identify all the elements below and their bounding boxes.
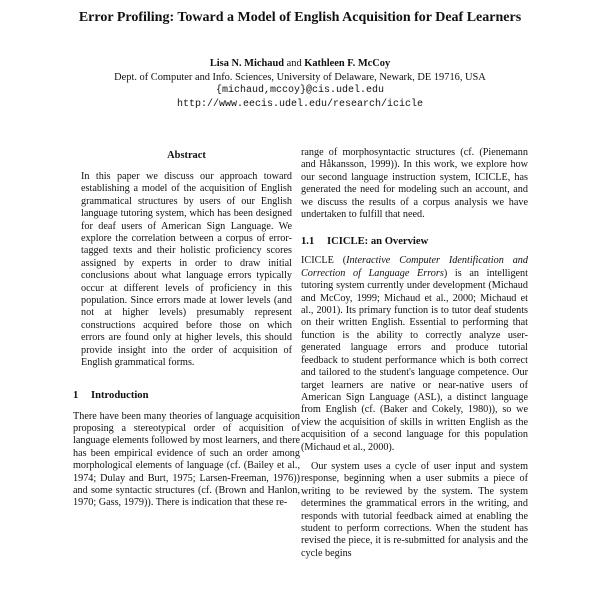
continuation-paragraph: range of morphosyntactic structures (cf. (Pienemann and Håkansson, 1999)). In this work, we explore how our second language instruction system, ICICLE, has generated the need for modeling such an account, and we discuss the results of a corpus analysis we have undertaken to fulfill that need. [301,147,528,221]
author-block [40,57,560,111]
intro-number: 1 [73,389,79,401]
icicle-name: ICICLE ( [301,255,347,267]
affiliation: Dept. of Computer and Info. Sciences, University of Delaware, Newark, DE 19716, USA [114,71,486,83]
author-2: Kathleen F. McCoy [304,58,391,69]
icicle-paragraph [301,255,528,454]
intro-heading [73,389,300,402]
email: {michaud,mccoy}@cis.udel.edu [215,85,385,96]
icicle-description: ) is an intelligent tutoring system currently under development (Michaud and McCoy, 1999; Michaud et al., 2000; Michaud et al., 2001). Its primary function is to tutor deaf students on their written English. Essential to performing that function is the ability to correctly analyze user-generated language errors and produce tutorial feedback to student performance which is both correct and tailored to the student's language competence. Our target learners are native or near-native users of American Sign Language (ASL), a distinct language from English (cf. (Baker and Cokely, 1980)), so we view the acquisition of skills in written English as the acquisition of a second language for this population (Michaud et al., 2000). [301,267,528,453]
author-names [40,57,560,71]
icicle-expansion: Interactive Computer Identification and Correction of Language Errors [301,255,528,279]
abstract-text: In this paper we discuss our approach toward establishing a model of the acquisition of English grammatical structures by users of our English language tutoring system, which has been designed for deaf users of American Sign Language. We explore the correlation between a corpus of error-tagged texts and their holistic proficiency scores assigned by experts in order to draw initial conclusions about what language errors typically occur at different levels of proficiency in this population. Since errors made at lower levels (and not at higher levels) presumably represent constructions acquired before those on which errors are found only at higher levels, this should provide insight into the order of acquisition of English grammatical forms. [81,171,292,369]
icicle-heading [301,235,528,248]
intro-paragraph: There have been many theories of language acquisition proposing a stereotypical order of acquisition of language elements followed by most learners, and there has been empirical evidence of such an order among morphological elements of language (cf. (Bailey et al., 1974; Dulay and Burt, 1975; Larsen-Freeman, 1976)) and some syntactic structures (cf. (Brown and Hanlon, 1970; Gass, 1979)). There is indication that these re- [73,410,300,509]
project-url: http://www.eecis.udel.edu/research/icicle [176,98,424,110]
icicle-section-title: ICICLE: an Overview [327,236,429,248]
left-column [73,149,300,510]
paper-title: Error Profiling: Toward a Model of English Acquisition for Deaf Learners [78,10,522,25]
abstract-heading: Abstract [167,150,206,161]
author-conjunction: and [286,58,302,69]
intro-title: Introduction [91,389,149,401]
cycle-paragraph: Our system uses a cycle of user input and system response, beginning when a user submits a piece of writing to be reviewed by the system. The system determines the grammatical errors in the writing, and responds with tutorial feedback aimed at enabling the student to perform corrections. When the student has revised the piece, it is re-submitted for analysis and the cycle begins [301,460,528,559]
icicle-section-number: 1.1 [301,236,315,248]
author-1: Lisa N. Michaud [209,58,285,69]
right-column [301,147,528,560]
